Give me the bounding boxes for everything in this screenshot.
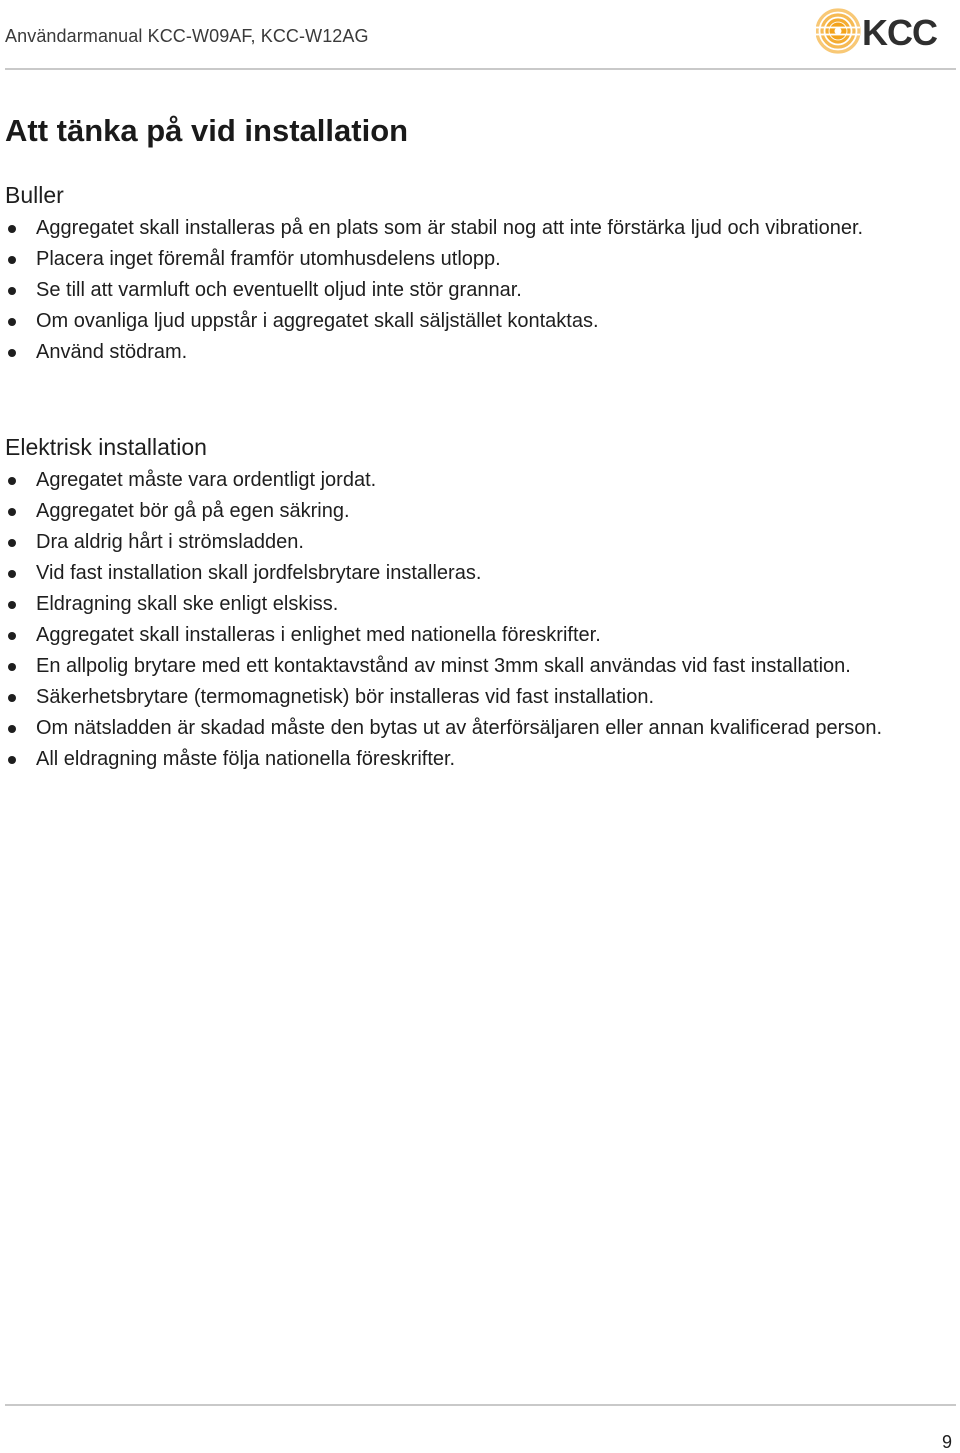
list-item: Aggregatet bör gå på egen säkring. (5, 498, 950, 524)
section-buller (5, 181, 950, 370)
list-item: Aggregatet skall installeras i enlighet med nationella föreskrifter. (5, 622, 950, 648)
kcc-logo-text: KCC (862, 12, 937, 53)
section-elektrisk-installation (5, 433, 950, 777)
list-item: Om nätsladden är skadad måste den bytas ut av återförsäljaren eller annan kvalificerad person. (5, 715, 950, 741)
list-item: All eldragning måste följa nationella föreskrifter. (5, 746, 950, 772)
logo-gap (816, 34, 860, 36)
list-item: Aggregatet skall installeras på en plats som är stabil nog att inte förstärka ljud och vibrationer. (5, 215, 950, 241)
list-item: Agregatet måste vara ordentligt jordat. (5, 467, 950, 493)
logo-gap (816, 27, 860, 29)
list-item: En allpolig brytare med ett kontaktavstånd av minst 3mm skall användas vid fast installation. (5, 653, 950, 679)
page-title: Att tänka på vid installation (5, 113, 409, 148)
section-heading: Buller (5, 182, 64, 208)
list-item: Om ovanliga ljud uppstår i aggregatet skall säljstället kontaktas. (5, 308, 950, 334)
bullet-list (5, 215, 950, 365)
list-item: Använd stödram. (5, 339, 950, 365)
bullet-list (5, 467, 950, 772)
footer-divider (5, 1404, 956, 1406)
kcc-logo (816, 4, 956, 58)
header-divider (5, 68, 956, 70)
list-item: Placera inget föremål framför utomhusdelens utlopp. (5, 246, 950, 272)
document-header-title: Användarmanual KCC-W09AF, KCC-W12AG (5, 26, 369, 46)
kcc-logo-mark (816, 10, 860, 52)
section-heading: Elektrisk installation (5, 434, 207, 460)
list-item: Vid fast installation skall jordfelsbrytare installeras. (5, 560, 950, 586)
list-item: Eldragning skall ske enligt elskiss. (5, 591, 950, 617)
list-item: Dra aldrig hårt i strömsladden. (5, 529, 950, 555)
page-number: 9 (941, 1432, 952, 1452)
list-item: Se till att varmluft och eventuellt oljud inte stör grannar. (5, 277, 950, 303)
list-item: Säkerhetsbrytare (termomagnetisk) bör installeras vid fast installation. (5, 684, 950, 710)
